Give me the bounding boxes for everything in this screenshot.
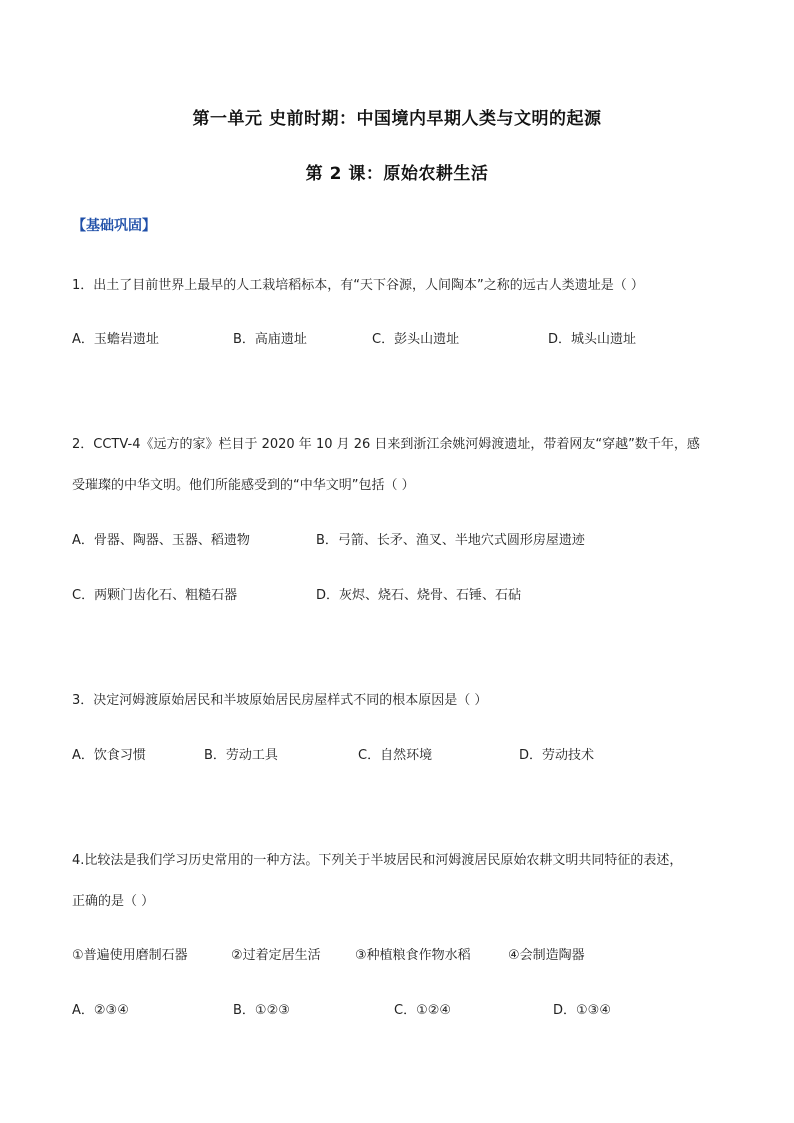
question-stem-line: 正确的是（ ） <box>72 894 155 909</box>
option-a: A．饮食习惯 <box>72 748 146 763</box>
question-stem-line: 1．出土了目前世界上最早的人工栽培稻标本，有“天下谷源，人间陶本”之称的远古人类遗址是（ ） <box>72 278 644 293</box>
question-stem-line: 3．决定河姆渡原始居民和半坡原始居民房屋样式不同的根本原因是（ ） <box>72 693 488 708</box>
option-c: C．①②④ <box>394 1003 452 1018</box>
option-c: C．两颗门齿化石、粗糙石器 <box>72 588 238 603</box>
option-c: C．彭头山遗址 <box>372 332 460 347</box>
option-a: A．②③④ <box>72 1003 129 1018</box>
statement-2: ②过着定居生活 <box>231 948 321 963</box>
option-c: C．自然环境 <box>358 748 433 763</box>
section-label: 【基础巩固】 <box>72 218 156 234</box>
option-d: D．城头山遗址 <box>548 332 637 347</box>
option-a: A．骨器、陶器、玉器、稻遗物 <box>72 533 250 548</box>
statement-4: ④会制造陶器 <box>508 948 585 963</box>
question-stem-line: 受璀璨的中华文明。他们所能感受到的“中华文明”包括（ ） <box>72 478 415 493</box>
option-a: A．玉蟾岩遗址 <box>72 332 159 347</box>
option-b: B．高庙遗址 <box>233 332 307 347</box>
question-stem-line: 2．CCTV-4《远方的家》栏目于 2020 年 10 月 26 日来到浙江余姚河姆渡遗址，带着网友“穿越”数千年，感 <box>72 437 700 452</box>
option-d: D．①③④ <box>553 1003 611 1018</box>
lesson-subtitle: 第 2 课：原始农耕生活 <box>305 164 489 184</box>
option-d: D．劳动技术 <box>519 748 595 763</box>
option-b: B．劳动工具 <box>204 748 278 763</box>
statement-3: ③种植粮食作物水稻 <box>355 948 471 963</box>
question-stem-line: 4.比较法是我们学习历史常用的一种方法。下列关于半坡居民和河姆渡居民原始农耕文明共同特征的表述， <box>72 853 683 868</box>
option-d: D．灰烬、烧石、烧骨、石锤、石砧 <box>316 588 522 603</box>
option-b: B．①②③ <box>233 1003 290 1018</box>
document-title: 第一单元 史前时期：中国境内早期人类与文明的起源 <box>192 109 602 129</box>
option-b: B．弓箭、长矛、渔叉、半地穴式圆形房屋遗迹 <box>316 533 585 548</box>
statement-1: ①普遍使用磨制石器 <box>72 948 188 963</box>
